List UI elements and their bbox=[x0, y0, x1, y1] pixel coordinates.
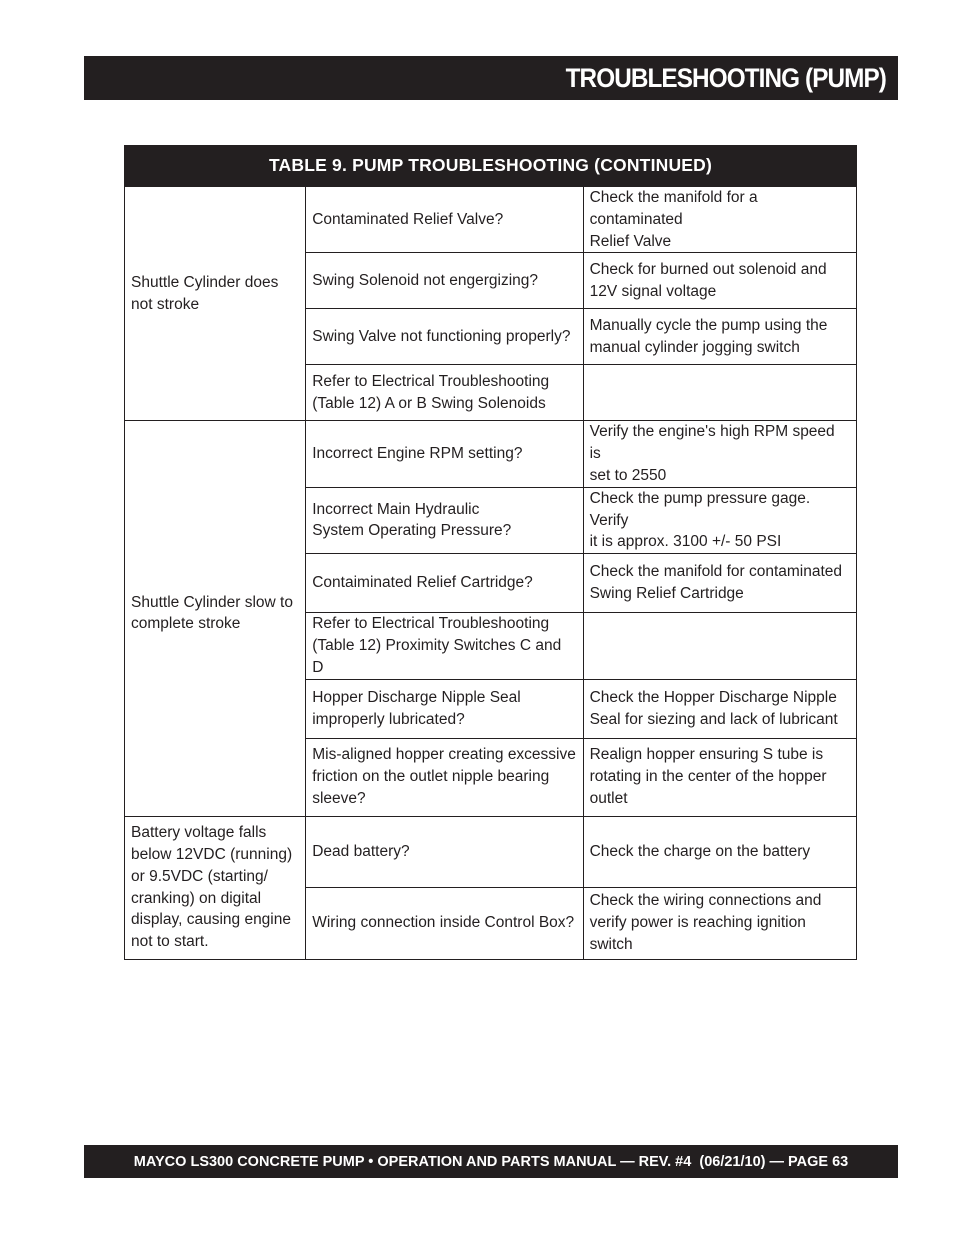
cause-text: Contaiminated Relief Cartridge? bbox=[312, 574, 533, 592]
cause-cell bbox=[306, 887, 583, 959]
remedy-text: Check the charge on the battery bbox=[589, 842, 811, 860]
remedy-text: Check the Hopper Discharge Nipple Seal for siezing and lack of lubricant bbox=[589, 688, 838, 728]
cause-cell bbox=[306, 816, 583, 887]
table-caption: TABLE 9. PUMP TROUBLESHOOTING (CONTINUED) bbox=[125, 146, 857, 187]
remedy-cell bbox=[583, 887, 856, 959]
page-title: TROUBLESHOOTING (PUMP) bbox=[565, 63, 886, 93]
cause-text: Swing Valve not functioning properly? bbox=[312, 327, 571, 345]
cause-cell bbox=[306, 421, 583, 487]
troubleshooting-table bbox=[124, 145, 857, 960]
cause-text: Refer to Electrical Troubleshooting (Table 12) A or B Swing Solenoids bbox=[312, 373, 550, 412]
cause-cell bbox=[306, 309, 583, 365]
cause-cell bbox=[306, 253, 583, 309]
table-caption-row bbox=[125, 146, 857, 187]
remedy-cell bbox=[583, 421, 856, 487]
remedy-text: Realign hopper ensuring S tube is rotating in the center of the hopper outlet bbox=[589, 746, 827, 807]
remedy-text: Check for burned out solenoid and 12V signal voltage bbox=[589, 261, 827, 300]
table-row bbox=[125, 421, 857, 487]
cause-text: Incorrect Main Hydraulic System Operating Pressure? bbox=[312, 500, 512, 540]
remedy-text: Verify the engine's high RPM speed is set to 2550 bbox=[589, 423, 835, 484]
remedy-text: Check the manifold for a contaminated Relief Valve bbox=[589, 189, 758, 250]
symptom-text: Shuttle Cylinder slow to complete stroke bbox=[131, 593, 293, 633]
remedy-text: Check the manifold for contaminated Swing Relief Cartridge bbox=[589, 563, 843, 603]
footer-bar bbox=[84, 1145, 898, 1178]
cause-text: Wiring connection inside Control Box? bbox=[312, 914, 575, 932]
cause-cell bbox=[306, 487, 583, 553]
cause-text: Refer to Electrical Troubleshooting (Table 12) Proximity Switches C and D bbox=[312, 615, 562, 676]
cause-text: Swing Solenoid not engergizing? bbox=[312, 271, 539, 289]
remedy-text: Manually cycle the pump using the manual cylinder jogging switch bbox=[589, 317, 828, 356]
remedy-text: Check the pump pressure gage. Verify it is approx. 3100 +/- 50 PSI bbox=[589, 489, 811, 551]
remedy-cell bbox=[583, 487, 856, 553]
cause-cell bbox=[306, 365, 583, 421]
symptom-cell bbox=[125, 816, 306, 959]
remedy-cell bbox=[583, 613, 856, 679]
remedy-cell bbox=[583, 554, 856, 613]
cause-cell bbox=[306, 554, 583, 613]
remedy-cell bbox=[583, 816, 856, 887]
table-row bbox=[125, 816, 857, 887]
header-bar bbox=[84, 56, 898, 100]
symptom-text: Battery voltage falls below 12VDC (running) or 9.5VDC (starting/ cranking) on digital display, causing engine not to start. bbox=[131, 824, 293, 951]
remedy-cell bbox=[583, 309, 856, 365]
cause-cell bbox=[306, 613, 583, 679]
cause-text: Dead battery? bbox=[312, 842, 410, 860]
symptom-text: Shuttle Cylinder does not stroke bbox=[131, 273, 279, 313]
remedy-cell bbox=[583, 679, 856, 738]
cause-text: Mis-aligned hopper creating excessive friction on the outlet nipple bearing sleeve? bbox=[312, 746, 576, 807]
cause-cell bbox=[306, 187, 583, 253]
remedy-cell bbox=[583, 738, 856, 816]
remedy-cell bbox=[583, 187, 856, 253]
cause-text: Hopper Discharge Nipple Seal improperly lubricated? bbox=[312, 688, 521, 728]
symptom-cell bbox=[125, 421, 306, 816]
cause-cell bbox=[306, 738, 583, 816]
cause-cell bbox=[306, 679, 583, 738]
remedy-text: Check the wiring connections and verify power is reaching ignition switch bbox=[589, 892, 822, 953]
cause-text: Contaminated Relief Valve? bbox=[312, 210, 504, 228]
table-row bbox=[125, 187, 857, 253]
cause-text: Incorrect Engine RPM setting? bbox=[312, 445, 523, 463]
remedy-cell bbox=[583, 253, 856, 309]
symptom-cell bbox=[125, 187, 306, 421]
remedy-cell bbox=[583, 365, 856, 421]
footer-text: MAYCO LS300 CONCRETE PUMP • OPERATION AND PARTS MANUAL — REV. #4 (06/21/10) — PAGE 63 bbox=[133, 1154, 849, 1170]
